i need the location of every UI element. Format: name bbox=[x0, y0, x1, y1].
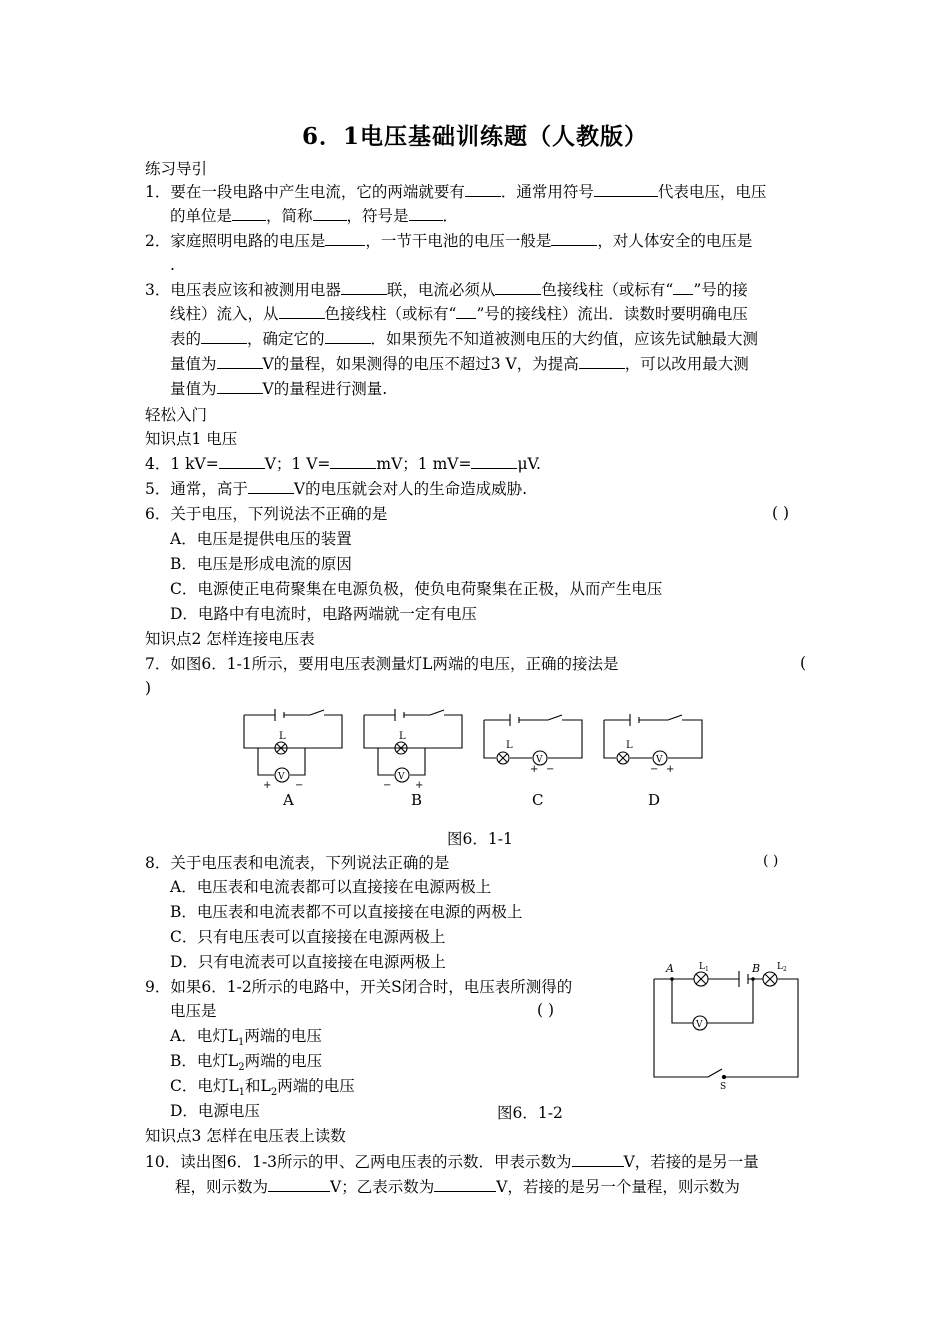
figure-caption: 图6．1-2 bbox=[497, 1104, 563, 1122]
question-8-option[interactable]: A．电压表和电流表都可以直接接在电源两极上 bbox=[170, 878, 492, 896]
meter-label: V bbox=[536, 755, 543, 765]
question-3-line1: 3．电压表应该和被测用电器 联，电流必须从 色接线柱（或标有“ ”号的接 bbox=[145, 281, 748, 299]
blank[interactable] bbox=[579, 354, 625, 369]
question-4: 4．1 kV= V；1 V= mV；1 mV= μV. bbox=[145, 455, 541, 473]
question-2-line1: 2．家庭照明电路的电压是 ，一节干电池的电压一般是 ，对人体安全的电压是 bbox=[145, 232, 753, 250]
plus-label: + bbox=[263, 780, 272, 791]
question-3-line4: 量值为 V的量程，如果测得的电压不超过3 V，为提高 ，可以改用最大测 bbox=[170, 355, 749, 373]
switch-label: S bbox=[720, 1082, 727, 1090]
section-easy: 轻松入门 bbox=[145, 406, 208, 424]
plus-label: + bbox=[415, 780, 424, 791]
question-7-stem: 7．如图6．1-1所示，要用电压表测量灯L两端的电压，正确的接法是 bbox=[145, 655, 619, 673]
lamp-label: L bbox=[506, 740, 513, 751]
question-6-option[interactable]: B．电压是形成电流的原因 bbox=[170, 555, 352, 573]
section-kp1: 知识点1 电压 bbox=[145, 430, 238, 448]
question-10-line1: 10．读出图6．1-3所示的甲、乙两电压表的示数．甲表示数为 V，若接的是另一量 bbox=[145, 1153, 759, 1171]
figure-caption: 图6．1-1 bbox=[447, 830, 513, 848]
question-6-option[interactable]: D．电路中有电流时，电路两端就一定有电压 bbox=[170, 605, 477, 623]
minus-label: − bbox=[295, 780, 304, 791]
question-9-option[interactable]: B．电灯$L_2$两端的电压 bbox=[170, 1052, 323, 1074]
blank[interactable] bbox=[330, 454, 376, 469]
question-6-option[interactable]: C．电源使正电荷聚集在电源负极，使负电荷聚集在正极，从而产生电压 bbox=[170, 580, 663, 598]
section-guide: 练习导引 bbox=[145, 160, 208, 178]
question-3-line3: 表的 ，确定它的 ．如果预先不知道被测电压的大约值，应该先试触最大测 bbox=[170, 330, 759, 348]
blank[interactable] bbox=[217, 379, 263, 394]
plus-label: + bbox=[666, 764, 675, 775]
answer-paren[interactable]: ( ) bbox=[537, 1001, 555, 1019]
question-8-stem: 8．关于电压表和电流表，下列说法正确的是 bbox=[145, 854, 450, 872]
fig-option-label: C bbox=[532, 791, 544, 809]
figure-6-1-1 bbox=[230, 700, 730, 815]
blank[interactable] bbox=[325, 231, 365, 246]
question-1-line1: 1．要在一段电路中产生电流，它的两端就要有 ．通常用符号 代表电压，电压 bbox=[145, 183, 767, 201]
blank[interactable] bbox=[495, 280, 541, 295]
blank[interactable] bbox=[341, 280, 387, 295]
question-9-option[interactable]: A．电灯$L_1$两端的电压 bbox=[170, 1027, 322, 1049]
blank[interactable] bbox=[409, 206, 443, 221]
question-8-option[interactable]: D．只有电流表可以直接接在电源两极上 bbox=[170, 953, 446, 971]
lamp-l1-label: $L_1$ bbox=[699, 962, 709, 973]
blank[interactable] bbox=[572, 1152, 624, 1167]
lamp-label: L bbox=[399, 731, 406, 742]
answer-paren-open[interactable]: ( bbox=[800, 654, 807, 672]
answer-paren[interactable]: ( ) bbox=[763, 853, 779, 869]
blank[interactable] bbox=[313, 206, 347, 221]
fig-option-label: D bbox=[648, 791, 661, 809]
meter-label: V bbox=[278, 772, 285, 782]
blank[interactable] bbox=[232, 206, 266, 221]
minus-label: − bbox=[650, 764, 659, 775]
blank[interactable] bbox=[279, 304, 325, 319]
question-3-line5: 量值为 V的量程进行测量. bbox=[170, 380, 388, 398]
fig-option-label: B bbox=[411, 791, 423, 809]
answer-paren[interactable]: ( ) bbox=[772, 504, 790, 522]
question-2-line2: . bbox=[170, 256, 175, 274]
question-6-stem: 6．关于电压，下列说法不正确的是 bbox=[145, 505, 388, 523]
circuit-a bbox=[244, 709, 342, 782]
blank[interactable] bbox=[434, 1177, 496, 1192]
section-kp3: 知识点3 怎样在电压表上读数 bbox=[145, 1127, 346, 1145]
question-9-stem2: 电压是 bbox=[170, 1002, 217, 1020]
minus-label: − bbox=[383, 780, 392, 791]
minus-label: − bbox=[546, 764, 555, 775]
blank[interactable] bbox=[268, 1177, 330, 1192]
circuit-d bbox=[604, 714, 702, 765]
blank[interactable] bbox=[201, 329, 247, 344]
blank[interactable] bbox=[325, 329, 371, 344]
answer-paren-close: ) bbox=[145, 679, 152, 697]
figure-6-1-2 bbox=[648, 955, 808, 1090]
blank[interactable] bbox=[551, 231, 597, 246]
lamp-l2-label: $L_2$ bbox=[777, 962, 787, 973]
question-3-line2: 线柱）流入，从 色接线柱（或标有“ ”号的接线柱）流出．读数时要明确电压 bbox=[170, 305, 748, 323]
question-9-option[interactable]: C．电灯$L_1$和$L_2$两端的电压 bbox=[170, 1077, 355, 1099]
blank[interactable] bbox=[248, 479, 294, 494]
question-1-line2: 的单位是 ，简称 ，符号是 ． bbox=[170, 207, 459, 225]
meter-label: V bbox=[398, 772, 405, 782]
blank[interactable] bbox=[471, 454, 517, 469]
meter-label: V bbox=[656, 755, 663, 765]
question-9-option[interactable]: D．电源电压 bbox=[170, 1102, 260, 1120]
circuit-b bbox=[364, 709, 462, 782]
blank[interactable] bbox=[219, 454, 265, 469]
question-10-line2: 程，则示数为 V；乙表示数为 V，若接的是另一个量程，则示数为 bbox=[175, 1178, 740, 1196]
blank[interactable] bbox=[456, 304, 476, 319]
question-6-option[interactable]: A．电压是提供电压的装置 bbox=[170, 530, 352, 548]
blank[interactable] bbox=[217, 354, 263, 369]
question-5: 5．通常，高于 V的电压就会对人的生命造成威胁. bbox=[145, 480, 527, 498]
question-8-option[interactable]: B．电压表和电流表都不可以直接接在电源的两极上 bbox=[170, 903, 523, 921]
fig-option-label: A bbox=[283, 791, 294, 809]
meter-label: V bbox=[696, 1020, 703, 1030]
page-title: 6．1电压基础训练题（人教版） bbox=[301, 123, 648, 150]
question-8-option[interactable]: C．只有电压表可以直接接在电源两极上 bbox=[170, 928, 446, 946]
blank[interactable] bbox=[465, 182, 501, 197]
blank[interactable] bbox=[673, 280, 693, 295]
point-a-label: A bbox=[666, 962, 674, 975]
section-kp2: 知识点2 怎样连接电压表 bbox=[145, 630, 315, 648]
point-b-label: B bbox=[752, 962, 761, 975]
blank[interactable] bbox=[594, 182, 658, 197]
question-9-stem: 9．如果6．1-2所示的电路中，开关S闭合时，电压表所测得的 bbox=[145, 978, 573, 996]
lamp-label: L bbox=[279, 731, 286, 742]
plus-label: + bbox=[530, 764, 539, 775]
lamp-label: L bbox=[626, 740, 633, 751]
circuit-c bbox=[484, 714, 582, 765]
